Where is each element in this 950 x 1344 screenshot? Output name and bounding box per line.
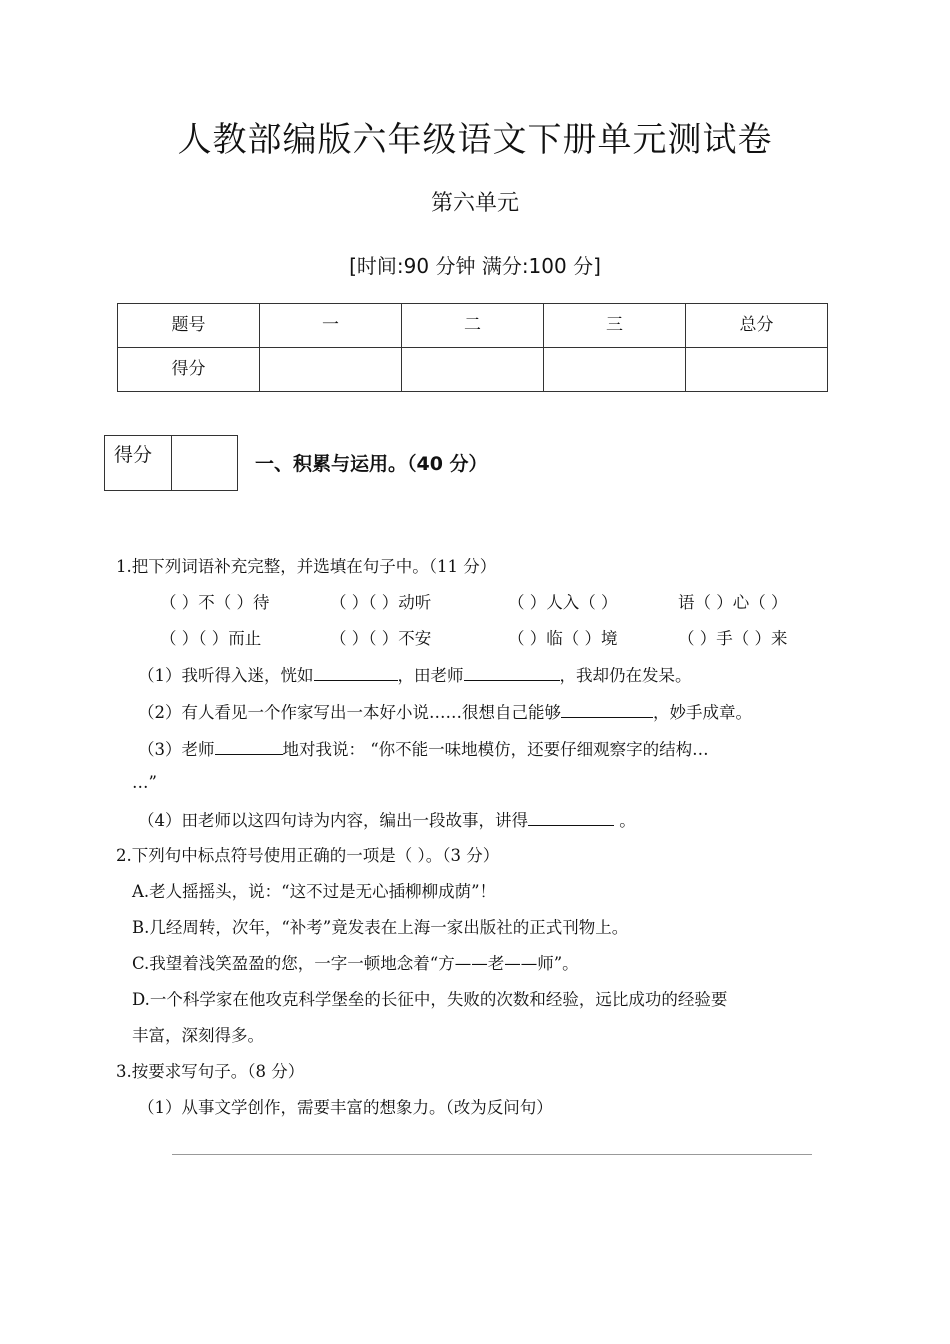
score-table-header-row xyxy=(118,304,828,348)
q1-s4-text-b: 。 xyxy=(614,811,636,830)
section1-score-cell[interactable] xyxy=(172,436,237,490)
score-table-score-row xyxy=(118,348,828,392)
score-table-header-cell: 三 xyxy=(544,304,686,348)
q1-s2-text-b: ，妙手成章。 xyxy=(653,703,752,722)
q1-word-row-1 xyxy=(160,592,788,614)
exam-title: 人教部编版六年级语文下册单元测试卷 xyxy=(177,120,773,160)
score-table-header-cell: 一 xyxy=(260,304,402,348)
q1-sentence-3-cont: …” xyxy=(132,773,157,792)
q1-sentence-3 xyxy=(138,738,709,761)
q2-option-d[interactable]: D.一个科学家在他攻克科学堡垒的长征中，失败的次数和经验，远比成功的经验要 xyxy=(132,990,728,1009)
q1-word-item[interactable]: 语（ ）心（ ） xyxy=(678,593,788,612)
q1-s2-text-a: （2）有人看见一个作家写出一本好小说……很想自己能够 xyxy=(138,703,561,722)
score-table xyxy=(117,303,828,392)
q1-s3-text-a: （3）老师 xyxy=(138,740,215,759)
q1-s4-blank[interactable] xyxy=(528,809,614,826)
q1-s1-blank-1[interactable] xyxy=(314,664,398,681)
q1-word-item[interactable]: （ ）（ ）动听 xyxy=(330,593,432,612)
q1-word-item[interactable]: （ ）临（ ）境 xyxy=(508,629,618,648)
q2-prompt: 2.下列句中标点符号使用正确的一项是（ ）。（3 分） xyxy=(116,846,500,865)
section1-score-box xyxy=(104,435,238,491)
q2-option-b[interactable]: B.几经周转，次年，“补考”竟发表在上海一家出版社的正式刊物上。 xyxy=(132,918,629,937)
time-and-score-info: [时间:90 分钟 满分:100 分] xyxy=(349,254,601,278)
q1-word-row-2 xyxy=(160,628,788,650)
q1-word-item[interactable]: （ ）手（ ）来 xyxy=(678,629,788,648)
q1-word-item[interactable]: （ ）（ ）不安 xyxy=(330,629,432,648)
score-cell-2[interactable] xyxy=(402,348,544,392)
q1-s4-text-a: （4）田老师以这四句诗为内容，编出一段故事，讲得 xyxy=(138,811,528,830)
score-table-header-cell: 总分 xyxy=(686,304,828,348)
q1-s1-blank-2[interactable] xyxy=(464,664,560,681)
q1-s3-text-b: 地对我说： “你不能一味地模仿，还要仔细观察字的结构… xyxy=(282,740,709,759)
score-cell-3[interactable] xyxy=(544,348,686,392)
q2-option-a[interactable]: A.老人摇摇头，说：“这不过是无心插柳柳成荫”！ xyxy=(132,882,497,901)
q1-word-item[interactable]: （ ）人入（ ） xyxy=(508,593,618,612)
score-cell-1[interactable] xyxy=(260,348,402,392)
score-row-label: 得分 xyxy=(118,348,260,392)
score-cell-total[interactable] xyxy=(686,348,828,392)
q1-s3-blank[interactable] xyxy=(215,738,283,755)
q2-option-d-cont: 丰富，深刻得多。 xyxy=(132,1026,264,1045)
q1-sentence-2 xyxy=(138,701,752,724)
q1-word-item[interactable]: （ ）（ ）而止 xyxy=(160,629,262,648)
q3-prompt: 3.按要求写句子。（8 分） xyxy=(116,1062,305,1081)
unit-subtitle: 第六单元 xyxy=(430,191,519,216)
q3-item-1: （1）从事文学创作，需要丰富的想象力。（改为反问句） xyxy=(138,1098,553,1117)
score-table-header-cell: 二 xyxy=(402,304,544,348)
q2-option-c[interactable]: C.我望着浅笑盈盈的您，一字一顿地念着“方——老——师”。 xyxy=(132,954,579,973)
q1-s2-blank[interactable] xyxy=(561,701,653,718)
q1-s1-text-b: ，田老师 xyxy=(397,666,464,685)
q1-prompt: 1.把下列词语补充完整，并选填在句子中。（11 分） xyxy=(116,557,497,576)
q1-sentence-4 xyxy=(138,809,636,832)
section1-heading: 一、积累与运用。（40 分） xyxy=(255,453,488,475)
q1-sentence-1 xyxy=(138,664,692,687)
section1-score-label: 得分 xyxy=(105,436,172,490)
q1-s1-text-a: （1）我听得入迷，恍如 xyxy=(138,666,314,685)
q1-word-item[interactable]: （ ）不（ ）待 xyxy=(160,593,270,612)
score-table-header-cell: 题号 xyxy=(118,304,260,348)
q3-answer-line[interactable] xyxy=(172,1154,812,1155)
q1-s1-text-c: ，我却仍在发呆。 xyxy=(559,666,692,685)
